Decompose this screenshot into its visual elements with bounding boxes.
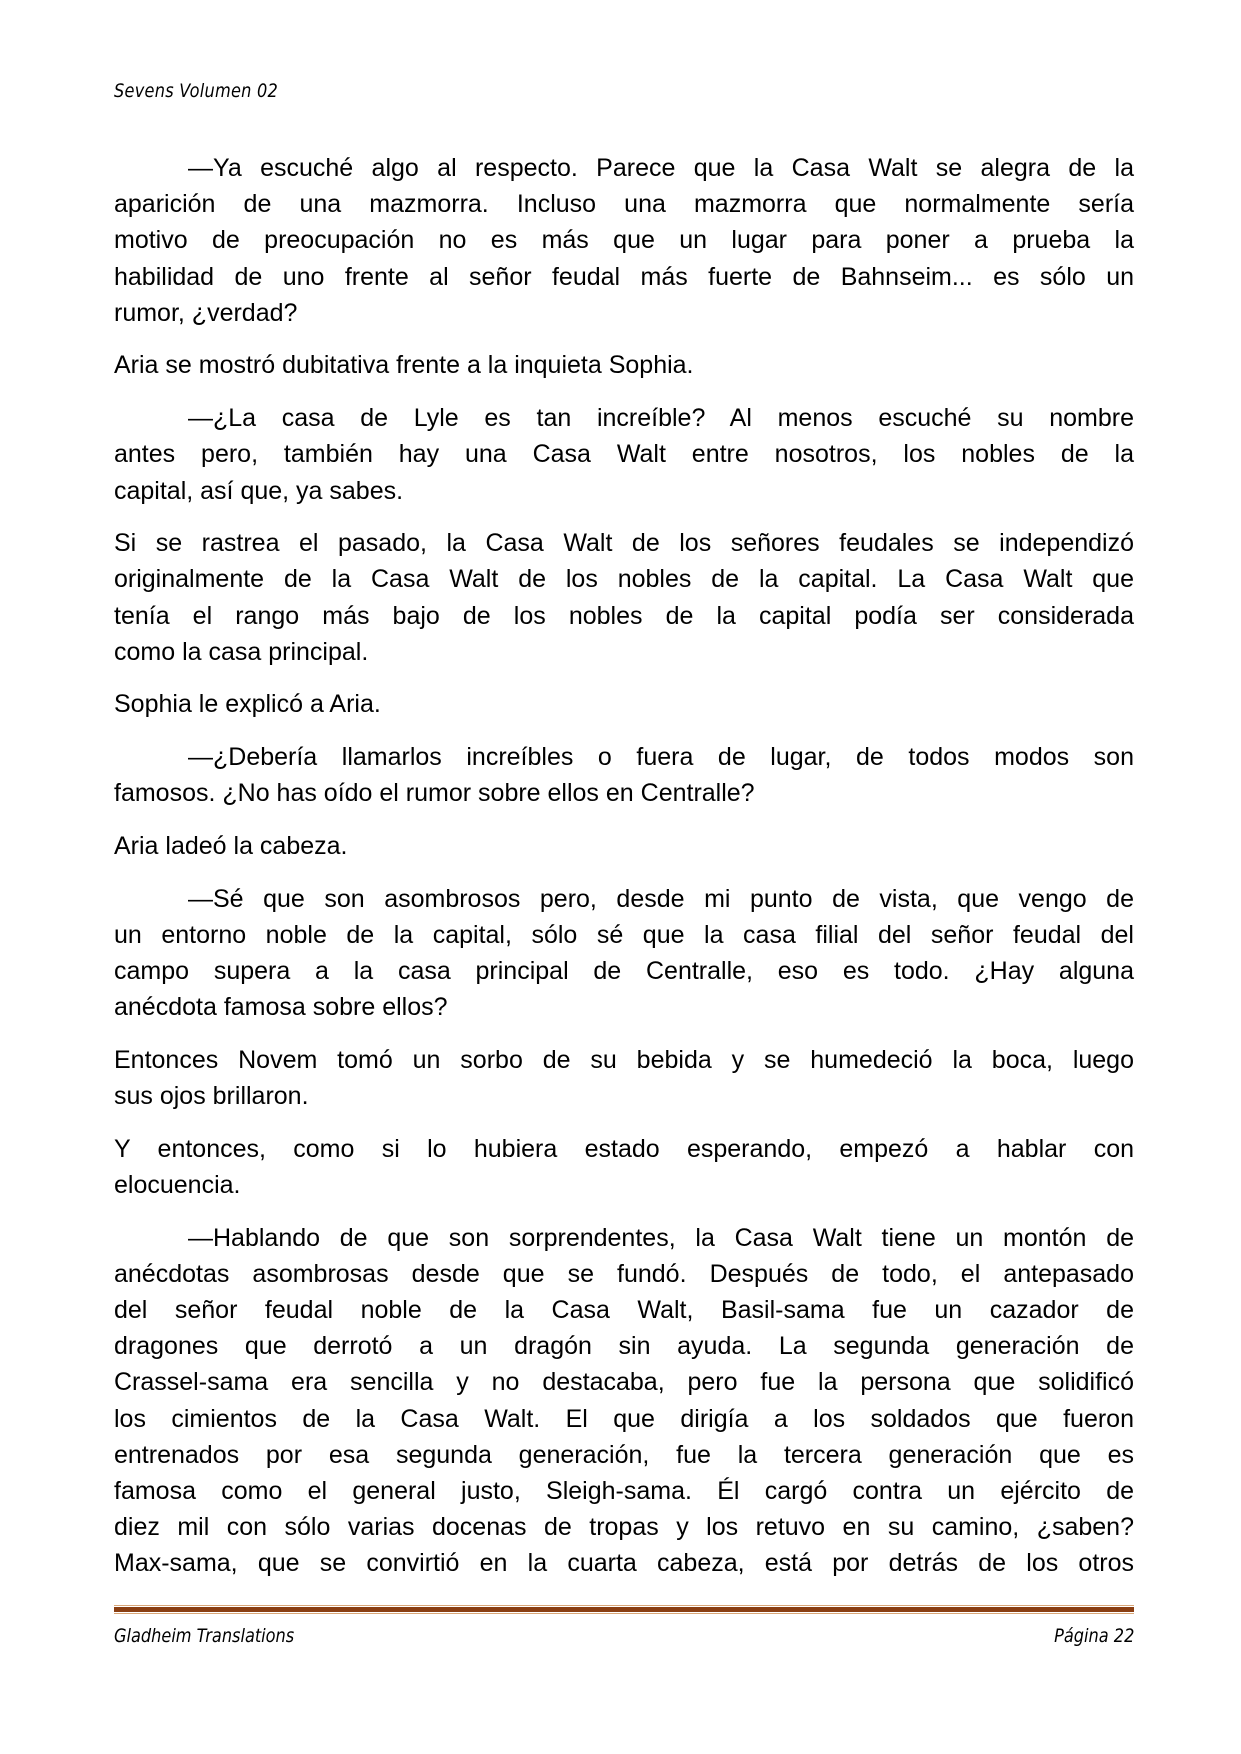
text-line: habilidad de uno frente al señor feudal más fuerte de Bahnseim... es sólo un [114, 262, 1134, 291]
text-line: campo supera a la casa principal de Centralle, eso es todo. ¿Hay alguna [114, 957, 1134, 986]
dialogue-paragraph [114, 400, 1134, 509]
text-line: anécdotas asombrosas desde que se fundó. Después de todo, el antepasado [114, 1259, 1134, 1288]
text-line: —¿Debería llamarlos increíbles o fuera de lugar, de todos modos son [188, 743, 1134, 772]
text-line: Entonces Novem tomó un sorbo de su bebida y se humedeció la boca, luego [114, 1045, 1134, 1074]
text-line: Y entonces, como si lo hubiera estado esperando, empezó a hablar con [114, 1134, 1134, 1163]
text-line: originalmente de la Casa Walt de los nobles de la capital. La Casa Walt que [114, 565, 1134, 594]
text-line: antes pero, también hay una Casa Walt entre nosotros, los nobles de la [114, 440, 1134, 469]
dialogue-paragraph [114, 150, 1134, 331]
narration-paragraph [114, 1131, 1134, 1203]
text-line: Aria ladeó la cabeza. [114, 832, 348, 860]
text-line: famosos. ¿No has oído el rumor sobre ellos en Centralle? [114, 779, 755, 808]
text-line: como la casa principal. [114, 637, 369, 666]
text-line: entrenados por esa segunda generación, fue la tercera generación que es [114, 1440, 1134, 1469]
footer-publisher: Gladheim Translations [114, 1625, 295, 1647]
text-line: —Hablando de que son sorprendentes, la Casa Walt tiene un montón de [188, 1223, 1134, 1252]
text-line: elocuencia. [114, 1171, 241, 1199]
text-line: los cimientos de la Casa Walt. El que dirigía a los soldados que fueron [114, 1404, 1134, 1433]
dialogue-paragraph [114, 881, 1134, 1026]
running-header: Sevens Volumen 02 [114, 80, 279, 102]
text-line: aparición de una mazmorra. Incluso una mazmorra que normalmente sería [114, 190, 1134, 219]
text-line: Aria se mostró dubitativa frente a la inquieta Sophia. [114, 351, 694, 380]
text-line: —Ya escuché algo al respecto. Parece que la Casa Walt se alegra de la [188, 154, 1134, 182]
narration-paragraph [114, 525, 1134, 670]
narration-paragraph [114, 828, 1134, 864]
text-line: motivo de preocupación no es más que un lugar para poner a prueba la [114, 226, 1134, 255]
text-line: un entorno noble de la capital, sólo sé que la casa filial del señor feudal del [114, 920, 1134, 949]
page-number: Página 22 [1053, 1625, 1134, 1647]
narration-paragraph [114, 686, 1134, 722]
narration-paragraph [114, 347, 1134, 383]
text-line: tenía el rango más bajo de los nobles de la capital podía ser considerada [114, 601, 1134, 630]
dialogue-paragraph [114, 739, 1134, 811]
text-line: Sophia le explicó a Aria. [114, 690, 381, 719]
text-line: Si se rastrea el pasado, la Casa Walt de los señores feudales se independizó [114, 529, 1134, 558]
text-line: dragones que derrotó a un dragón sin ayuda. La segunda generación de [114, 1332, 1134, 1361]
text-line: sus ojos brillaron. [114, 1082, 309, 1111]
narration-paragraph [114, 1042, 1134, 1114]
text-line: diez mil con sólo varias docenas de tropas y los retuvo en su camino, ¿saben? [114, 1513, 1134, 1542]
text-line: —Sé que son asombrosos pero, desde mi punto de vista, que vengo de [188, 884, 1134, 913]
page-body [114, 150, 1134, 1598]
footer-divider [114, 1605, 1134, 1614]
text-line: Max-sama, que se convirtió en la cuarta cabeza, está por detrás de los otros [114, 1549, 1134, 1578]
text-line: capital, así que, ya sabes. [114, 476, 404, 505]
text-line: rumor, ¿verdad? [114, 298, 298, 327]
text-line: anécdota famosa sobre ellos? [114, 993, 448, 1022]
text-line: del señor feudal noble de la Casa Walt, Basil-sama fue un cazador de [114, 1296, 1134, 1325]
text-line: Crassel-sama era sencilla y no destacaba, pero fue la persona que solidificó [114, 1368, 1134, 1397]
text-line: famosa como el general justo, Sleigh-sama. Él cargó contra un ejército de [114, 1477, 1134, 1505]
text-line: —¿La casa de Lyle es tan increíble? Al menos escuché su nombre [188, 404, 1134, 433]
dialogue-paragraph [114, 1220, 1134, 1582]
